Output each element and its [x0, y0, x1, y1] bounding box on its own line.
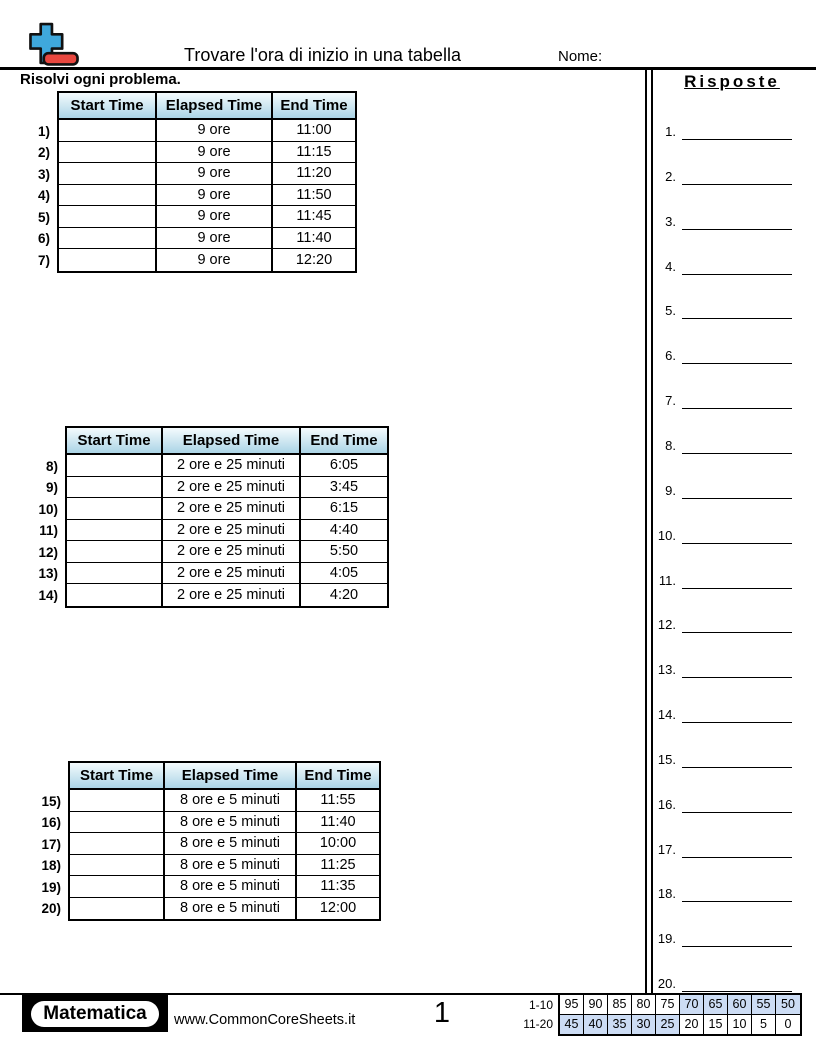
score-cell: 25 [656, 1015, 680, 1035]
answer-line [682, 796, 792, 813]
score-cell: 75 [656, 995, 680, 1015]
problem-number: 5) [37, 209, 50, 225]
answer-number: 7. [665, 393, 676, 409]
answer-line [682, 437, 792, 454]
elapsed-time-cell: 8 ore e 5 minuti [165, 790, 297, 812]
start-time-cell [59, 206, 157, 228]
end-time-cell: 11:50 [273, 185, 355, 207]
score-cell: 85 [608, 995, 632, 1015]
column-header: End Time [273, 93, 355, 120]
score-cell: 60 [728, 995, 752, 1015]
answer-blank [648, 301, 796, 319]
answer-number: 4. [665, 258, 676, 274]
problem-number: 2) [37, 145, 50, 160]
answer-line [682, 572, 792, 589]
end-time-cell: 11:40 [273, 228, 355, 250]
end-time-cell: 4:20 [329, 586, 359, 603]
elapsed-time-cell: 8 ore e 5 minuti [165, 876, 297, 898]
elapsed-time-cell: 8 ore e 5 minuti [165, 833, 297, 855]
problem-number: 9) [45, 480, 58, 495]
problem-number: 18) [41, 858, 61, 873]
start-time-cell [59, 185, 157, 207]
problem-number: 1) [37, 123, 50, 139]
column-header: End Time [297, 763, 379, 790]
elapsed-time-cell: 2 ore e 25 minuti [163, 563, 301, 585]
answer-blank [648, 750, 796, 768]
score-cell: 35 [608, 1015, 632, 1035]
elapsed-time-cell: 9 ore [157, 120, 273, 142]
page-title: Trovare l'ora di inizio in una tabella [184, 45, 461, 65]
matematica-logo [22, 995, 168, 1032]
answer-line [682, 258, 792, 275]
answer-blank [648, 122, 796, 140]
score-cell: 15 [704, 1015, 728, 1035]
answer-number: 19. [657, 931, 676, 947]
answer-line [682, 482, 792, 499]
time-table [68, 761, 381, 921]
end-time-cell: 11:15 [273, 142, 355, 164]
brand-label: Matematica [31, 1001, 159, 1027]
start-time-cell [59, 228, 157, 250]
problem-number-column [25, 761, 61, 921]
answer-line [682, 751, 792, 768]
answer-number: 9. [665, 482, 676, 498]
answer-number: 17. [657, 841, 676, 857]
elapsed-time-cell: 2 ore e 25 minuti [163, 477, 301, 499]
score-cell: 55 [752, 995, 776, 1015]
score-cell: 40 [584, 1015, 608, 1035]
start-time-cell [59, 142, 157, 164]
answer-line [682, 975, 792, 992]
problem-number: 15) [41, 793, 61, 809]
problem-number: 11) [39, 523, 58, 538]
start-time-cell [70, 812, 165, 834]
answer-line [682, 885, 792, 902]
end-time-cell: 4:40 [301, 520, 387, 542]
score-cell: 5 [752, 1015, 776, 1035]
score-range-label: 11-20 [523, 1017, 553, 1031]
answer-number: 2. [665, 168, 676, 184]
answer-line [682, 616, 792, 633]
problem-number-column [22, 426, 58, 608]
elapsed-time-cell: 9 ore [157, 249, 273, 271]
answer-blank [648, 840, 796, 858]
end-time-cell: 11:35 [297, 876, 379, 898]
answer-number: 10. [657, 527, 676, 543]
score-cell: 70 [680, 995, 704, 1015]
end-time-cell: 4:05 [301, 563, 387, 585]
score-cell: 90 [584, 995, 608, 1015]
problem-number: 19) [41, 879, 61, 895]
column-header: Start Time [59, 93, 157, 120]
start-time-cell [67, 584, 163, 606]
page-number: 1 [433, 997, 451, 1029]
start-time-cell [70, 855, 165, 877]
answer-blank [648, 929, 796, 947]
number-column-spacer [25, 761, 61, 791]
elapsed-time-cell: 2 ore e 25 minuti [163, 541, 301, 563]
score-cell: 0 [784, 1017, 792, 1032]
number-column-spacer [22, 426, 58, 456]
answer-number: 3. [665, 213, 676, 229]
name-label: Nome: [558, 48, 603, 65]
instruction-text: Risolvi ogni problema. [20, 71, 181, 88]
time-table [57, 91, 357, 273]
score-cell: 10 [728, 1015, 752, 1035]
problem-number: 12) [38, 544, 58, 560]
answer-blank [648, 167, 796, 185]
answer-number: 8. [665, 437, 676, 453]
answer-blank [648, 795, 796, 813]
score-range-labels [494, 993, 558, 1036]
problems-table-1 [14, 91, 357, 273]
answer-line [682, 123, 792, 140]
start-time-cell [67, 455, 163, 477]
problem-number: 20) [41, 901, 61, 916]
answer-number: 16. [657, 796, 676, 812]
score-cell: 50 [776, 995, 800, 1015]
answer-blank [648, 436, 796, 454]
answer-blank [648, 705, 796, 723]
start-time-cell [67, 477, 163, 499]
answer-blank [648, 974, 796, 992]
answer-number: 1. [665, 124, 676, 139]
end-time-cell: 11:20 [273, 163, 355, 185]
answer-number: 20. [657, 976, 676, 992]
end-time-cell: 10:00 [297, 833, 379, 855]
answer-blank [648, 391, 796, 409]
end-time-cell: 6:05 [301, 455, 387, 477]
elapsed-time-cell: 9 ore [157, 206, 273, 228]
end-time-cell: 11:45 [273, 206, 355, 228]
elapsed-time-cell: 2 ore e 25 minuti [163, 498, 301, 520]
answer-line [682, 841, 792, 858]
answers-title: Risposte [684, 72, 780, 91]
answer-blank [648, 571, 796, 589]
answer-number: 6. [665, 348, 676, 364]
start-time-cell [70, 876, 165, 898]
elapsed-time-cell: 8 ore e 5 minuti [165, 812, 297, 834]
answer-line [682, 302, 792, 319]
answer-line [682, 213, 792, 230]
answer-blank [648, 884, 796, 902]
answer-number: 5. [665, 303, 676, 319]
start-time-cell [67, 520, 163, 542]
start-time-cell [70, 833, 165, 855]
answer-number: 13. [657, 662, 676, 678]
answer-number: 12. [657, 617, 676, 633]
answer-line [682, 168, 792, 185]
elapsed-time-cell: 2 ore e 25 minuti [163, 520, 301, 542]
score-cell: 80 [632, 995, 656, 1015]
score-cell: 65 [704, 995, 728, 1015]
time-table [65, 426, 389, 608]
start-time-cell [67, 541, 163, 563]
answer-number: 18. [657, 886, 676, 902]
problems-table-2 [22, 426, 389, 608]
elapsed-time-cell: 8 ore e 5 minuti [165, 898, 297, 920]
problem-number: 3) [37, 166, 50, 182]
problems-table-3 [25, 761, 381, 921]
column-header: Start Time [70, 763, 165, 790]
start-time-cell [70, 898, 165, 920]
start-time-cell [59, 249, 157, 271]
answer-number: 15. [657, 751, 676, 767]
problem-number: 16) [41, 815, 61, 830]
end-time-cell: 12:20 [295, 251, 333, 268]
answer-blank [648, 481, 796, 499]
end-time-cell: 11:40 [297, 812, 379, 834]
answer-blank [648, 526, 796, 544]
answer-line [682, 661, 792, 678]
answer-blank [648, 615, 796, 633]
end-time-cell: 6:15 [301, 498, 387, 520]
score-range-label: 1-10 [528, 997, 553, 1012]
column-header: Elapsed Time [163, 428, 301, 455]
score-cell: 30 [632, 1015, 656, 1035]
number-column-spacer [14, 91, 50, 121]
column-header: End Time [301, 428, 387, 455]
problem-number: 10) [38, 501, 58, 517]
start-time-cell [70, 790, 165, 812]
answer-blank [648, 346, 796, 364]
website-link: www.CommonCoreSheets.it [174, 1012, 356, 1028]
start-time-cell [59, 120, 157, 142]
problem-number: 8) [45, 458, 58, 474]
end-time-cell: 12:00 [319, 900, 357, 917]
problem-number: 4) [37, 188, 50, 203]
start-time-cell [67, 563, 163, 585]
column-header: Elapsed Time [165, 763, 297, 790]
answer-number: 11. [658, 572, 676, 588]
end-time-cell: 5:50 [301, 541, 387, 563]
elapsed-time-cell: 9 ore [157, 185, 273, 207]
end-time-cell: 3:45 [301, 477, 387, 499]
problem-number: 7) [37, 252, 50, 268]
score-cell: 45 [560, 1015, 584, 1035]
score-table [494, 993, 802, 1036]
answer-line [682, 392, 792, 409]
elapsed-time-cell: 8 ore e 5 minuti [165, 855, 297, 877]
elapsed-time-cell: 2 ore e 25 minuti [163, 455, 301, 477]
score-cell: 95 [560, 995, 584, 1015]
problem-number: 14) [38, 587, 58, 603]
end-time-cell: 11:55 [297, 790, 379, 812]
score-grid [558, 993, 802, 1036]
elapsed-time-cell: 9 ore [157, 228, 273, 250]
header-divider [0, 67, 816, 70]
answer-blank [648, 212, 796, 230]
start-time-cell [59, 163, 157, 185]
answer-line [682, 527, 792, 544]
problem-number: 17) [41, 836, 61, 852]
answer-line [682, 347, 792, 364]
elapsed-time-cell: 9 ore [157, 163, 273, 185]
problem-number-column [14, 91, 50, 273]
problem-number: 6) [37, 231, 50, 246]
problem-number: 13) [38, 566, 58, 581]
score-cell: 20 [680, 1015, 704, 1035]
answer-blank [648, 257, 796, 275]
elapsed-time-cell: 2 ore e 25 minuti [163, 584, 301, 606]
column-header: Elapsed Time [157, 93, 273, 120]
end-time-cell: 11:00 [273, 120, 355, 142]
column-header: Start Time [67, 428, 163, 455]
start-time-cell [67, 498, 163, 520]
answer-line [682, 930, 792, 947]
answer-line [682, 706, 792, 723]
end-time-cell: 11:25 [297, 855, 379, 877]
elapsed-time-cell: 9 ore [157, 142, 273, 164]
answer-number: 14. [657, 707, 676, 723]
answer-blank [648, 660, 796, 678]
